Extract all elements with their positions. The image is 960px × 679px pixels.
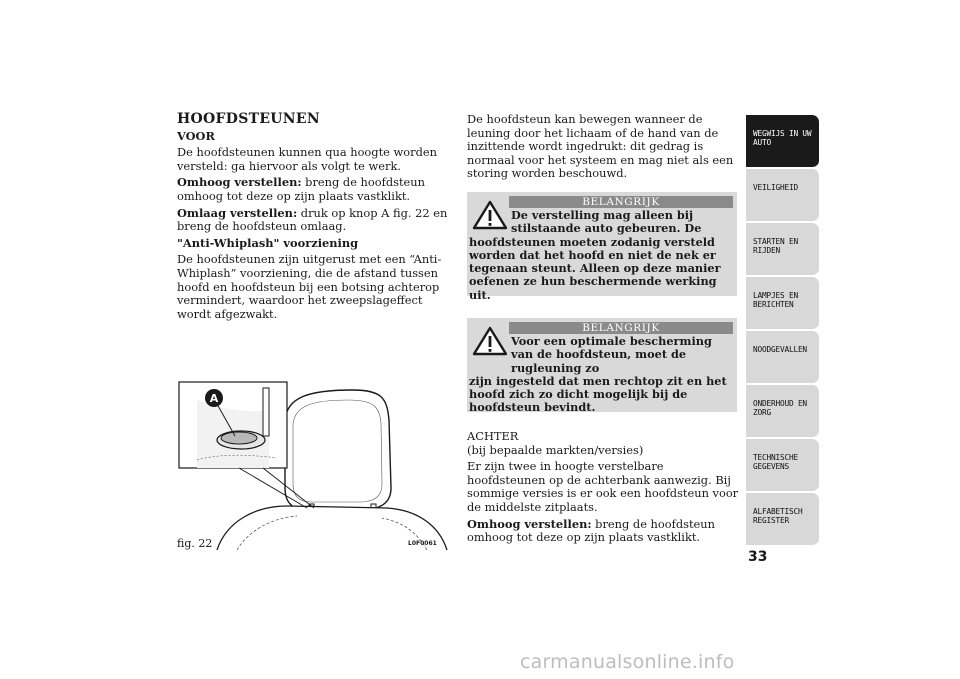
left-column — [177, 113, 452, 324]
label-omlaag: Omlaag verstellen: — [177, 205, 298, 220]
paragraph-intro: De hoofdsteunen kunnen qua hoogte worden versteld: ga hiervoor als volgt te werk. — [177, 145, 437, 173]
warning-title-1: BELANGRIJK — [509, 196, 733, 208]
tab-noodgevallen[interactable] — [746, 331, 819, 384]
section-heading: HOOFDSTEUNEN — [177, 111, 320, 127]
achter-note: (bij bepaalde markten/versies) — [467, 442, 644, 457]
label-omhoog: Omhoog verstellen: — [177, 175, 302, 190]
tab-technische[interactable] — [746, 439, 819, 492]
figure-caption: fig. 22 — [177, 537, 213, 550]
paragraph-rear-headrests: Er zijn twee in hoogte verstelbare hoofdsteunen op de achterbank aanwezig. Bij sommige versies is er ook een hoofdsteun voor de middelste zitplaats. — [467, 459, 739, 514]
tab-label: STARTEN EN RIJDEN — [753, 237, 798, 255]
right-column-achter — [467, 430, 742, 548]
tab-label: ALFABETISCH REGISTER — [753, 507, 803, 525]
tab-label: NOODGEVALLEN — [753, 345, 807, 354]
figure-code: L0F0061 — [408, 540, 437, 547]
tab-starten[interactable] — [746, 223, 819, 276]
tab-label: LAMPJES EN BERICHTEN — [753, 291, 798, 309]
tab-lampjes[interactable] — [746, 277, 819, 330]
tab-label: WEGWIJS IN UW AUTO — [753, 129, 812, 147]
tab-onderhoud[interactable] — [746, 385, 819, 438]
tab-wegwijs[interactable] — [746, 115, 819, 168]
text-rear-omhoog: breng de hoofdsteun omhoog tot deze op zijn plaats vastklikt. — [467, 516, 715, 545]
right-column-intro — [467, 113, 742, 184]
text-omlaag: druk op knop A fig. 22 en breng de hoofdsteun omlaag. — [177, 205, 448, 234]
warning-text-1-first: De verstelling mag alleen bij stilstaande auto gebeuren. De — [511, 208, 702, 236]
warning-text-2-rest: zijn ingesteld dat men rechtop zit en het hoofd zich zo dicht mogelijk bij de hoofdsteun bevindt. — [469, 373, 727, 415]
tab-label: VEILIGHEID — [753, 183, 798, 192]
paragraph-antiwhiplash: De hoofdsteunen zijn uitgerust met een “Anti-Whiplash” voorziening, die de afstand tussen hoofd en hoofdsteun bij een botsing achterop vermindert, waardoor het zweepslageffect wordt afgezwakt. — [177, 252, 442, 321]
subheading-achter: ACHTER — [467, 429, 519, 443]
warning-text-1-rest: hoofdsteunen moeten zodanig versteld worden dat het hoofd en niet de nek er tegenaan steunt. Alleen op deze manier oefenen ze hun beschermende werking uit. — [469, 234, 721, 302]
paragraph-rear-omhoog — [467, 518, 742, 545]
warning-text-1 — [467, 209, 737, 302]
subheading-antiwhiplash: "Anti-Whiplash" voorziening — [177, 235, 359, 250]
warning-text-2 — [467, 335, 737, 415]
headrest-figure — [177, 380, 449, 550]
paragraph-omhoog — [177, 176, 452, 203]
tab-label: TECHNISCHE GEGEVENS — [753, 453, 798, 471]
text-omhoog: breng de hoofdsteun omhoog tot deze op zijn plaats vastklikt. — [177, 175, 425, 203]
tab-register[interactable] — [746, 493, 819, 546]
warning-box-1 — [467, 192, 737, 302]
watermark: carmanualsonline.info — [520, 651, 735, 673]
warning-text-2-first: Voor een optimale bescherming van de hoofdsteun, moet de rugleuning zo — [511, 334, 712, 375]
tab-veiligheid[interactable] — [746, 169, 819, 222]
warning-title-2: BELANGRIJK — [509, 322, 733, 334]
callout-a-label: A — [209, 392, 219, 405]
label-rear-omhoog: Omhoog verstellen: — [467, 516, 592, 531]
paragraph-movement: De hoofdsteun kan bewegen wanneer de leuning door het lichaam of de hand van de inzittende wordt ingedrukt: dit gedrag is normaal voor het systeem en mag niet als een storing worden beschouwd. — [467, 112, 734, 181]
paragraph-omlaag — [177, 207, 452, 234]
chapter-tabs — [746, 115, 819, 547]
tab-label: ONDERHOUD EN ZORG — [753, 399, 807, 417]
subheading-voor: VOOR — [177, 128, 215, 143]
warning-box-2 — [467, 318, 737, 415]
headrest-illustration — [177, 380, 449, 550]
page-number: 33 — [748, 549, 768, 565]
